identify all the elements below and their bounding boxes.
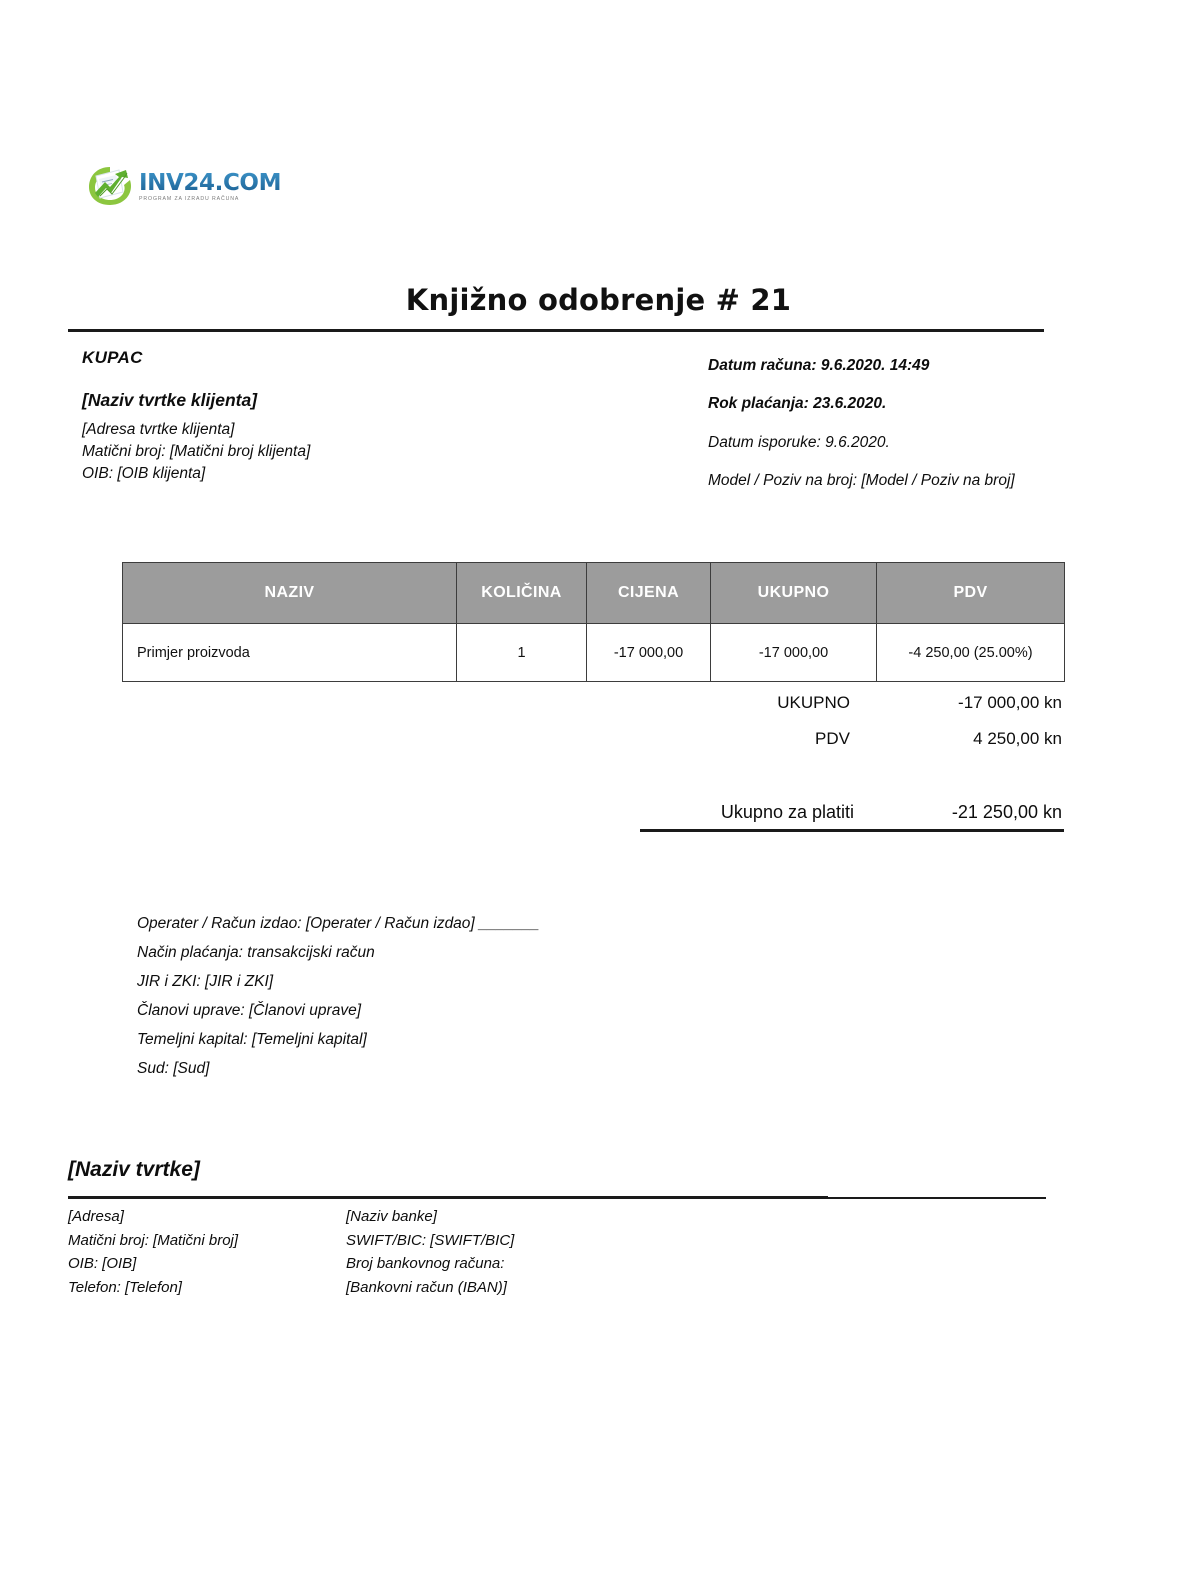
column-header-cijena: CIJENA (587, 563, 711, 624)
grand-total-divider (640, 829, 1064, 832)
customer-address: [Adresa tvrtke klijenta] (82, 421, 235, 438)
grand-total-label: Ukupno za platiti (720, 802, 854, 822)
note-share-capital: Temeljni kapital: [Temeljni kapital] (137, 1030, 367, 1048)
document-title: Knjižno odobrenje # 21 (405, 283, 792, 317)
footer-divider-right (826, 1197, 1046, 1199)
brand-logo (86, 164, 281, 208)
column-header-ukupno: UKUPNO (711, 563, 877, 624)
note-payment-method: Način plaćanja: transakcijski račun (137, 943, 375, 961)
cell-item-vat: -4 250,00 (25.00%) (877, 624, 1065, 682)
customer-name: [Naziv tvrtke klijenta] (82, 390, 258, 410)
company-contact-column (68, 1205, 346, 1300)
vat-row (640, 729, 1064, 765)
items-table (122, 562, 1065, 682)
customer-registration-number: Matični broj: [Matični broj klijenta] (82, 443, 311, 460)
grand-total-block (640, 802, 1064, 832)
bank-account-label: Broj bankovnog računa: (346, 1255, 505, 1273)
bank-account-iban: [Bankovni račun (IBAN)] (346, 1279, 507, 1297)
grand-total-row (640, 802, 1064, 829)
note-court: Sud: [Sud] (137, 1059, 210, 1077)
customer-block (82, 348, 532, 485)
note-jir-zki: JIR i ZKI: [JIR i ZKI] (137, 972, 274, 990)
bank-swift: SWIFT/BIC: [SWIFT/BIC] (346, 1231, 515, 1249)
invoice-date: Datum računa: 9.6.2020. 14:49 (708, 357, 930, 374)
company-name: [Naziv tvrtke] (68, 1158, 200, 1181)
note-board-members: Članovi uprave: [Članovi uprave] (137, 1001, 362, 1019)
subtotal-value: -17 000,00 kn (958, 693, 1062, 712)
company-reg-no: Matični broj: [Matični broj] (68, 1231, 239, 1249)
column-header-pdv: PDV (877, 563, 1065, 624)
subtotal-row (640, 693, 1064, 729)
title-divider (68, 329, 1044, 332)
vat-value: 4 250,00 kn (973, 729, 1062, 748)
invoice-meta-block (708, 355, 1048, 492)
company-address: [Adresa] (68, 1208, 124, 1225)
cell-item-quantity: 1 (457, 624, 587, 682)
due-date: Rok plaćanja: 23.6.2020. (708, 395, 887, 413)
grand-total-value: -21 250,00 kn (951, 802, 1062, 822)
subtotal-label: UKUPNO (777, 693, 850, 712)
column-header-naziv: NAZIV (123, 563, 457, 624)
table-row (123, 624, 1065, 682)
vat-label: PDV (815, 729, 850, 748)
delivery-date: Datum isporuke: 9.6.2020. (708, 433, 890, 451)
cell-item-name: Primjer proizvoda (123, 624, 457, 682)
brand-wordmark: INV24.COM (139, 169, 282, 196)
company-bank-column (346, 1205, 826, 1300)
column-header-kolicina: KOLIČINA (457, 563, 587, 624)
totals-block (640, 693, 1064, 765)
inv24-leaf-icon (86, 164, 134, 208)
bank-name: [Naziv banke] (346, 1208, 437, 1225)
company-footer-columns (68, 1205, 1048, 1300)
notes-block (137, 910, 837, 1084)
payment-reference: Model / Poziv na broj: [Model / Poziv na broj] (708, 472, 1015, 490)
items-table-header-row (123, 563, 1065, 624)
note-operator: Operater / Račun izdao: [Operater / Račun izdao] _______ (137, 915, 540, 932)
customer-vat-number: OIB: [OIB klijenta] (82, 465, 206, 482)
footer-divider-left (68, 1196, 828, 1199)
customer-heading: KUPAC (82, 348, 143, 367)
brand-tagline: PROGRAM ZA IZRADU RAČUNA (139, 195, 240, 202)
company-phone: Telefon: [Telefon] (68, 1279, 182, 1297)
company-oib: OIB: [OIB] (68, 1255, 137, 1273)
cell-item-total: -17 000,00 (711, 624, 877, 682)
cell-item-price: -17 000,00 (587, 624, 711, 682)
